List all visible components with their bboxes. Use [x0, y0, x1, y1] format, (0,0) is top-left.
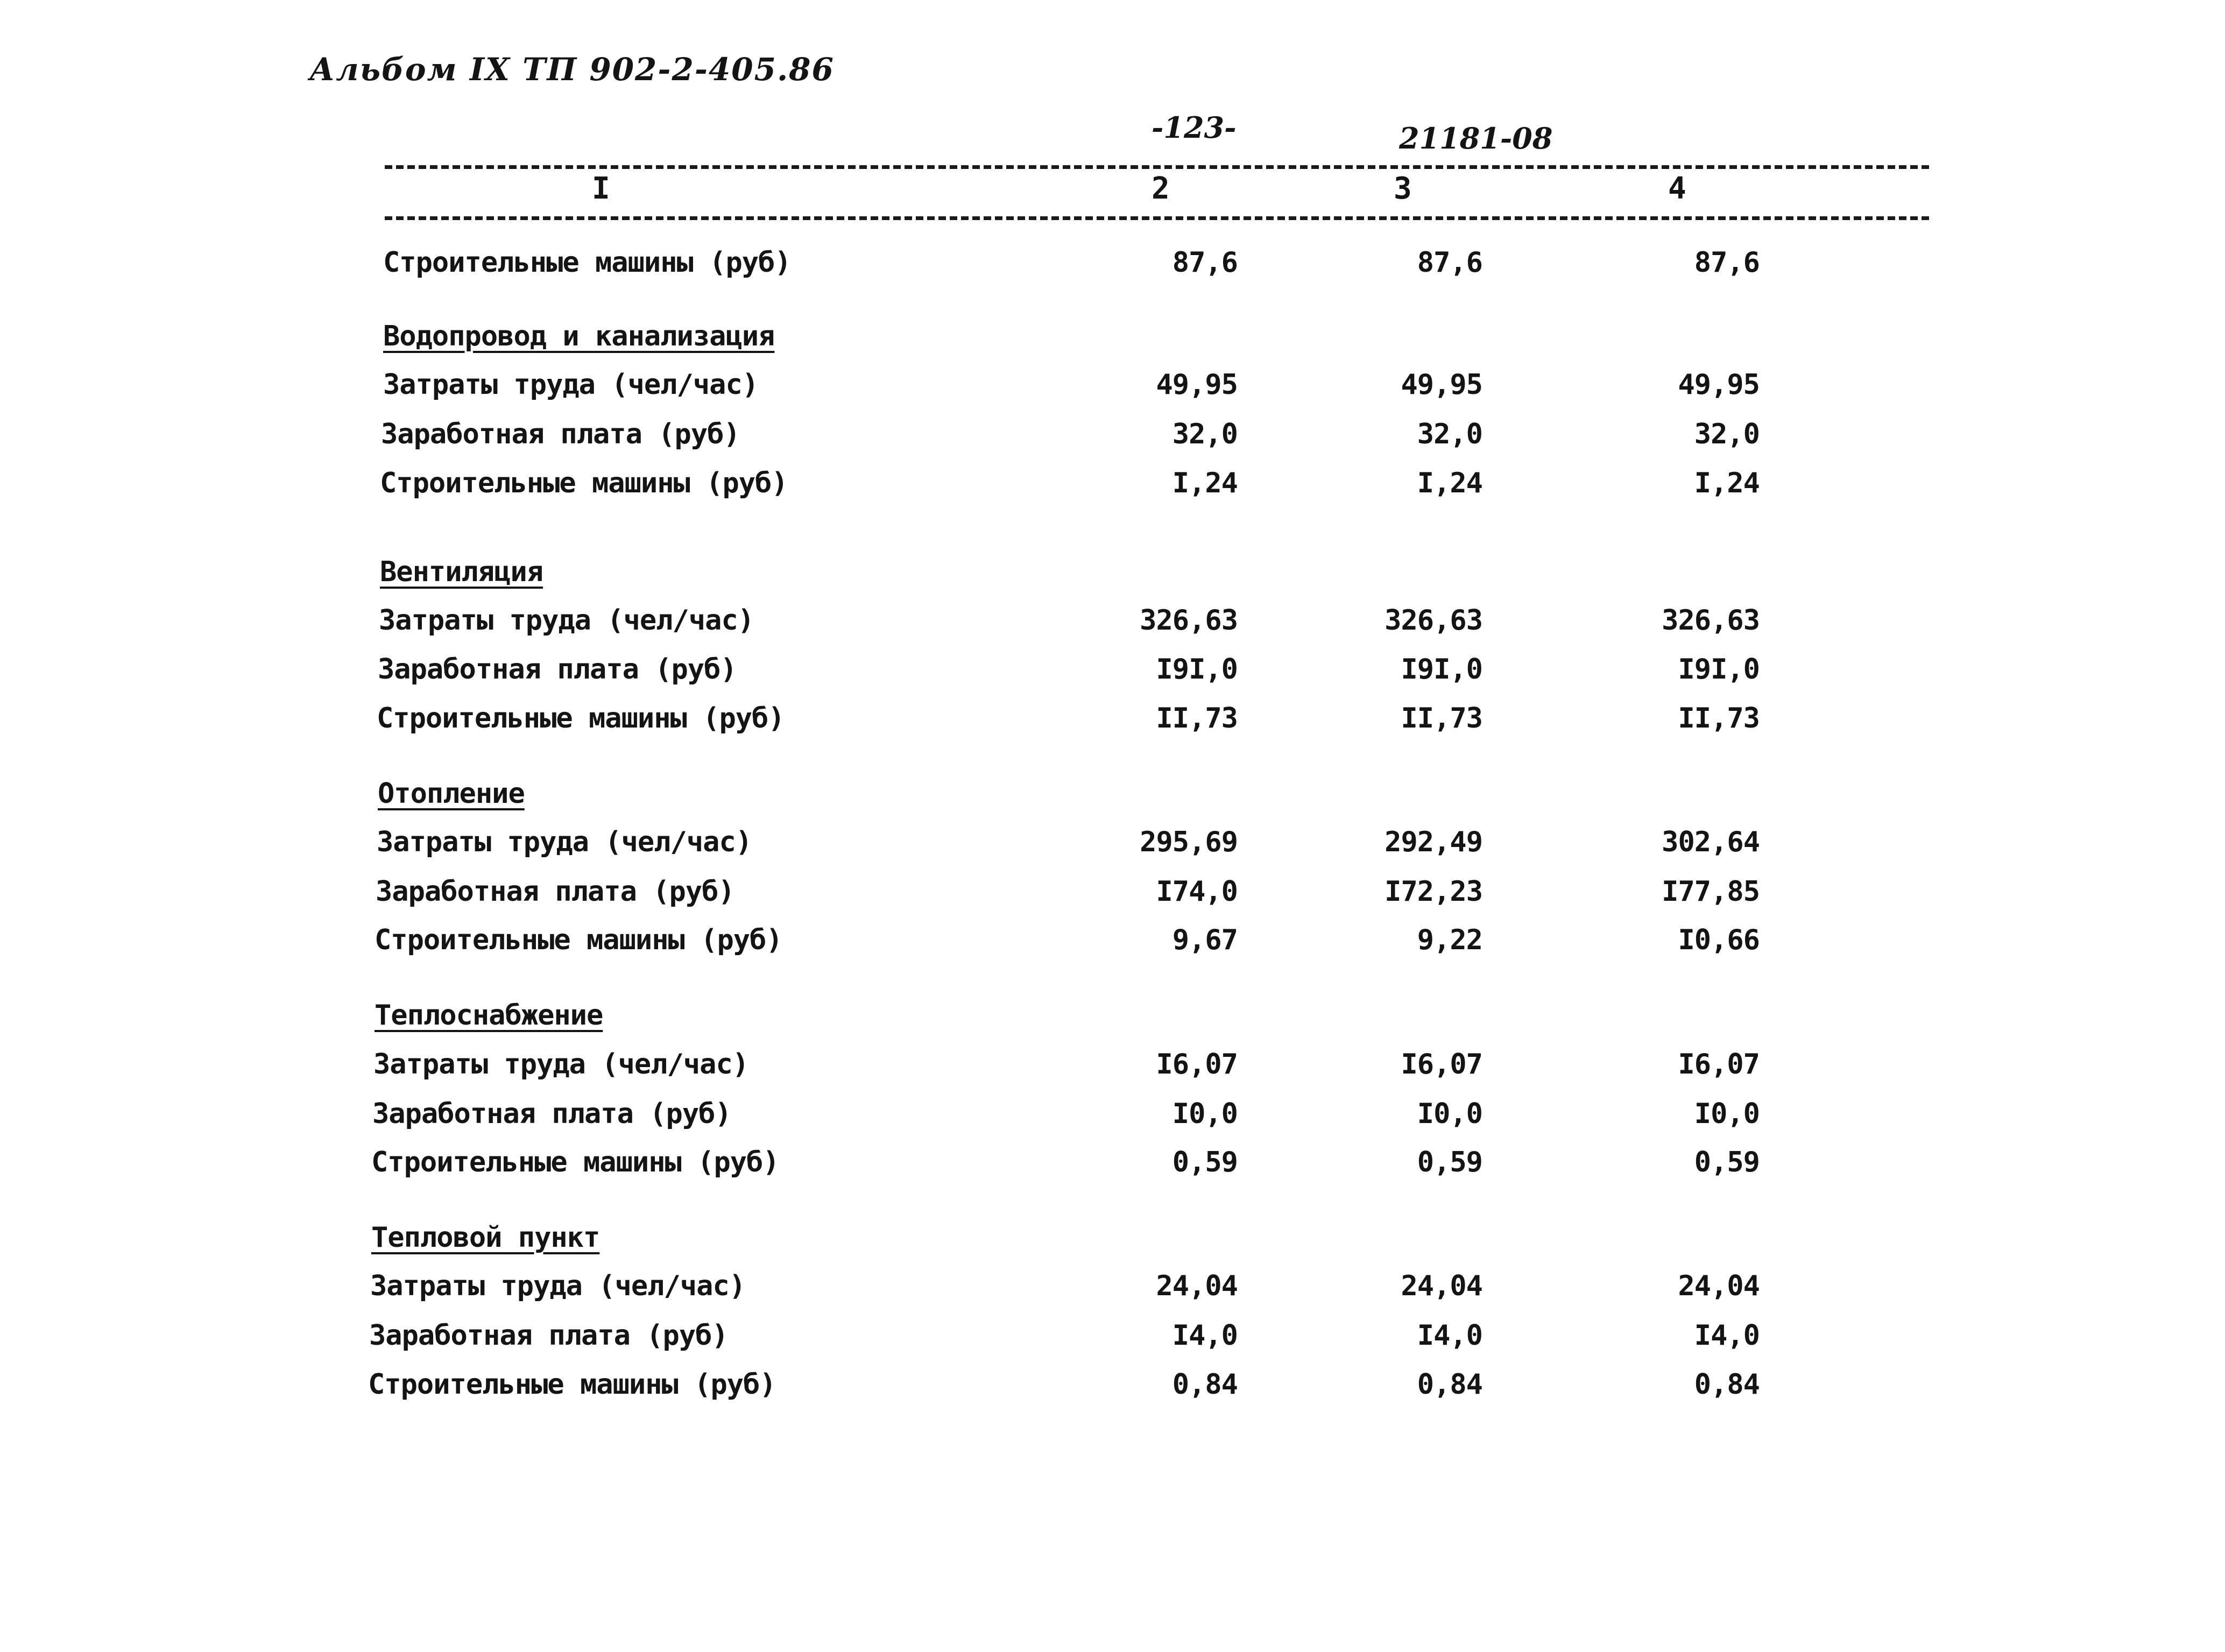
value-col-4: 49,95 — [1678, 369, 1760, 401]
value-col-2: 87,6 — [1172, 246, 1238, 279]
value-col-2: 32,0 — [1172, 418, 1238, 450]
value-col-2: I6,07 — [1156, 1048, 1238, 1081]
row-label: Заработная плата (руб) — [376, 876, 734, 908]
value-col-2: 295,69 — [1140, 826, 1238, 858]
value-col-3: 0,59 — [1417, 1146, 1482, 1178]
section-heading-row — [0, 999, 2225, 1042]
value-col-2: II,73 — [1156, 702, 1238, 735]
value-col-3: 292,49 — [1385, 826, 1482, 858]
table-row — [0, 1270, 2225, 1313]
row-label: Заработная плата (руб) — [372, 1098, 731, 1130]
value-col-2: 0,59 — [1172, 1146, 1238, 1178]
value-col-4: 0,59 — [1694, 1146, 1760, 1178]
value-col-3: 49,95 — [1401, 369, 1482, 401]
value-col-4: 87,6 — [1694, 246, 1760, 279]
value-col-4: 302,64 — [1662, 826, 1760, 858]
value-col-3: 9,22 — [1417, 924, 1482, 956]
value-col-3: 87,6 — [1417, 246, 1482, 279]
value-col-4: I0,66 — [1678, 924, 1760, 956]
value-col-2: I0,0 — [1172, 1098, 1238, 1130]
table-row — [0, 653, 2225, 696]
row-label: Затраты труда (чел/час) — [373, 1048, 749, 1081]
table-row — [0, 1319, 2225, 1362]
section-title: Теплоснабжение — [375, 999, 603, 1032]
value-col-3: I9I,0 — [1401, 653, 1482, 686]
value-col-3: 326,63 — [1385, 604, 1482, 637]
section-title: Отопление — [378, 778, 525, 810]
row-label: Строительные машины (руб) — [383, 246, 791, 279]
value-col-3: I4,0 — [1417, 1319, 1482, 1352]
value-col-2: 24,04 — [1156, 1270, 1238, 1302]
value-col-4: 24,04 — [1678, 1270, 1760, 1302]
table-row — [0, 418, 2225, 461]
section-heading-row — [0, 320, 2225, 363]
row-label: Строительные машины (руб) — [380, 467, 788, 499]
row-label: Затраты труда (чел/час) — [370, 1270, 746, 1302]
value-col-3: 32,0 — [1417, 418, 1482, 450]
table-row — [0, 1368, 2225, 1411]
page-number: -123- — [1152, 110, 1237, 145]
table-row — [0, 702, 2225, 745]
table-row — [0, 1048, 2225, 1091]
table-row — [0, 246, 2225, 290]
value-col-4: I0,0 — [1694, 1098, 1760, 1130]
value-col-4: 0,84 — [1694, 1368, 1760, 1401]
row-label: Затраты труда (чел/час) — [379, 604, 754, 637]
value-col-3: 0,84 — [1417, 1368, 1482, 1401]
row-label: Затраты труда (чел/час) — [377, 826, 752, 858]
value-col-2: 49,95 — [1156, 369, 1238, 401]
section-heading-row — [0, 1222, 2225, 1265]
value-col-3: 24,04 — [1401, 1270, 1482, 1302]
value-col-2: I4,0 — [1172, 1319, 1238, 1352]
section-heading-row — [0, 778, 2225, 821]
value-col-4: 32,0 — [1694, 418, 1760, 450]
value-col-4: II,73 — [1678, 702, 1760, 735]
table-row — [0, 1146, 2225, 1189]
album-reference: Альбом IX ТП 902-2-405.86 — [309, 51, 835, 88]
row-label: Строительные машины (руб) — [368, 1368, 776, 1401]
column-header-4: 4 — [1668, 171, 1686, 206]
column-header-1: I — [592, 171, 610, 206]
row-label: Строительные машины (руб) — [375, 924, 782, 956]
value-col-2: 9,67 — [1172, 924, 1238, 956]
value-col-3: I72,23 — [1385, 876, 1482, 908]
row-label: Затраты труда (чел/час) — [383, 369, 759, 401]
section-heading-row — [0, 556, 2225, 599]
row-label: Заработная плата (руб) — [381, 418, 740, 450]
value-col-2: 326,63 — [1140, 604, 1238, 637]
row-label: Строительные машины (руб) — [377, 702, 785, 735]
row-label: Строительные машины (руб) — [371, 1146, 779, 1178]
section-title: Тепловой пункт — [371, 1222, 600, 1254]
row-label: Заработная плата (руб) — [369, 1319, 728, 1352]
value-col-4: I,24 — [1694, 467, 1760, 499]
document-code: 21181-08 — [1399, 121, 1553, 156]
value-col-4: I9I,0 — [1678, 653, 1760, 686]
table-row — [0, 369, 2225, 412]
value-col-4: I6,07 — [1678, 1048, 1760, 1081]
header-bottom-rule — [385, 216, 1929, 220]
value-col-2: I74,0 — [1156, 876, 1238, 908]
column-header-3: 3 — [1394, 171, 1412, 206]
table-row — [0, 924, 2225, 967]
table-row — [0, 604, 2225, 647]
value-col-3: I,24 — [1417, 467, 1482, 499]
table-row — [0, 876, 2225, 919]
value-col-2: 0,84 — [1172, 1368, 1238, 1401]
value-col-3: II,73 — [1401, 702, 1482, 735]
value-col-2: I,24 — [1172, 467, 1238, 499]
section-title: Водопровод и канализация — [383, 320, 775, 352]
value-col-4: I4,0 — [1694, 1319, 1760, 1352]
value-col-3: I6,07 — [1401, 1048, 1482, 1081]
table-row — [0, 826, 2225, 869]
section-title: Вентиляция — [380, 556, 543, 588]
value-col-4: 326,63 — [1662, 604, 1760, 637]
row-label: Заработная плата (руб) — [378, 653, 737, 686]
table-row — [0, 467, 2225, 510]
value-col-3: I0,0 — [1417, 1098, 1482, 1130]
header-top-rule — [385, 165, 1929, 169]
column-header-2: 2 — [1152, 171, 1170, 206]
value-col-4: I77,85 — [1662, 876, 1760, 908]
table-row — [0, 1098, 2225, 1141]
value-col-2: I9I,0 — [1156, 653, 1238, 686]
